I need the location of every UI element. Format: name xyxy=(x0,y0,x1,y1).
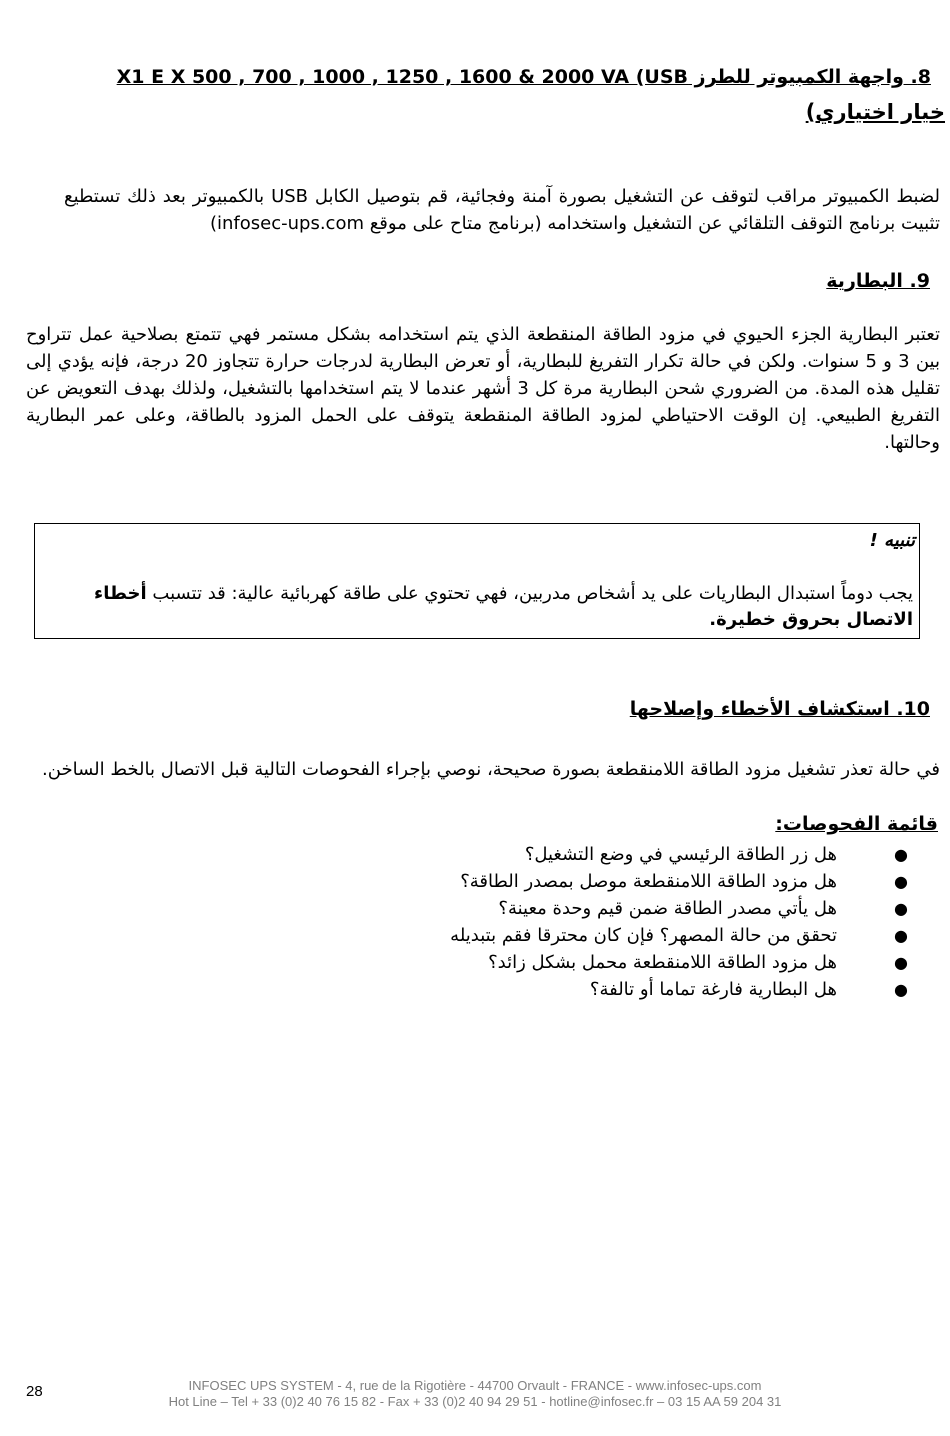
section-9-heading: 9. البطارية xyxy=(826,270,930,292)
list-item: ● هل مزود الطاقة اللامنقطعة موصل بمصدر الطاقة؟ xyxy=(380,868,912,895)
bullet-icon: ● xyxy=(894,953,908,972)
bullet-icon: ● xyxy=(894,872,908,891)
bullet-icon: ● xyxy=(894,926,908,945)
section-10-heading: 10. استكشاف الأخطاء وإصلاحها xyxy=(629,698,930,720)
warning-body: يجب دوماً استبدال البطاريات على يد أشخاص مدربين، فهي تحتوي على طاقة كهربائية عالية: قد تتسبب أخطاء الاتصال بحروق خطيرة. xyxy=(94,583,913,630)
bullet-icon: ● xyxy=(894,845,908,864)
list-item: ● هل البطارية فارغة تماما أو تالفة؟ xyxy=(380,976,912,1003)
warning-emphasis: أخطاء الاتصال بحروق خطيرة. xyxy=(94,583,913,630)
section-9-paragraph: تعتبر البطارية الجزء الحيوي في مزود الطاقة المنقطعة الذي يتم استخدامه بشكل مستمر فهي تتمتع بصلاحية عمل تتراوح بين 3 و 5 سنوات. ولكن في حالة تكرار التفريغ للبطارية، أو تعرض البطارية لدرجات حرارة تتجاوز 20 درجة، فإنه يؤدي إلى تقليل هذه المدة. من الضروري شحن البطارية مرة كل 3 أشهر عندما لا يتم استخدامها بالتشغيل، ولذلك بهدف التعويض عن التفريغ الطبيعي. إن الوقت الاحتياطي لمزود الطاقة المنقطعة يتوقف على الحمل المزود بالطاقة، وعلى عمر البطارية وحالتها. xyxy=(26,324,940,453)
list-item: ● هل مزود الطاقة اللامنقطعة محمل بشكل زائد؟ xyxy=(380,949,912,976)
list-item: ● هل زر الطاقة الرئيسي في وضع التشغيل؟ xyxy=(380,841,912,868)
footer-address: INFOSEC UPS SYSTEM - 4, rue de la Rigotière - 44700 Orvault - FRANCE - www.infosec-ups.com xyxy=(188,1378,762,1393)
list-item: ● تحقق من حالة المصهر؟ فإن كان محترقا فقم بتبديله xyxy=(380,922,912,949)
page-number: 28 xyxy=(26,1383,43,1400)
section-8-heading: 8. واجهة الكمبيوتر للطرز X1 E X 500 , 700 , 1000 , 1250 , 1600 & 2000 VA (USB xyxy=(116,66,931,88)
section-10-paragraph: في حالة تعذر تشغيل مزود الطاقة اللامنقطعة بصورة صحيحة، نوصي بإجراء الفحوصات التالية قبل الاتصال بالخط الساخن. xyxy=(42,759,940,780)
bullet-icon: ● xyxy=(894,899,908,918)
footer-contact: Hot Line – Tel + 33 (0)2 40 76 15 82 - Fax + 33 (0)2 40 94 29 51 - hotline@infosec.fr – 03 15 AA 59 204 31 xyxy=(168,1394,782,1409)
page-footer xyxy=(100,1378,850,1410)
bullet-icon: ● xyxy=(894,980,908,999)
warning-box xyxy=(34,523,920,639)
section-8-heading-continued: خيار اختياري) xyxy=(805,100,945,124)
warning-title: تنبيه ! xyxy=(869,530,915,551)
checklist xyxy=(380,841,912,1003)
checklist-title: قائمة الفحوصات: xyxy=(775,813,938,835)
section-8-paragraph: لضبط الكمبيوتر مراقب لتوقف عن التشغيل بصورة آمنة وفجائية، قم بتوصيل الكابل USB بالكمبيوتر بعد ذلك تستطيع تثبيت برنامج التوقف التلقائي عن التشغيل واستخدامه (برنامج متاح على موقع infosec-ups.com) xyxy=(64,186,941,234)
list-item: ● هل يأتي مصدر الطاقة ضمن قيم وحدة معينة؟ xyxy=(380,895,912,922)
